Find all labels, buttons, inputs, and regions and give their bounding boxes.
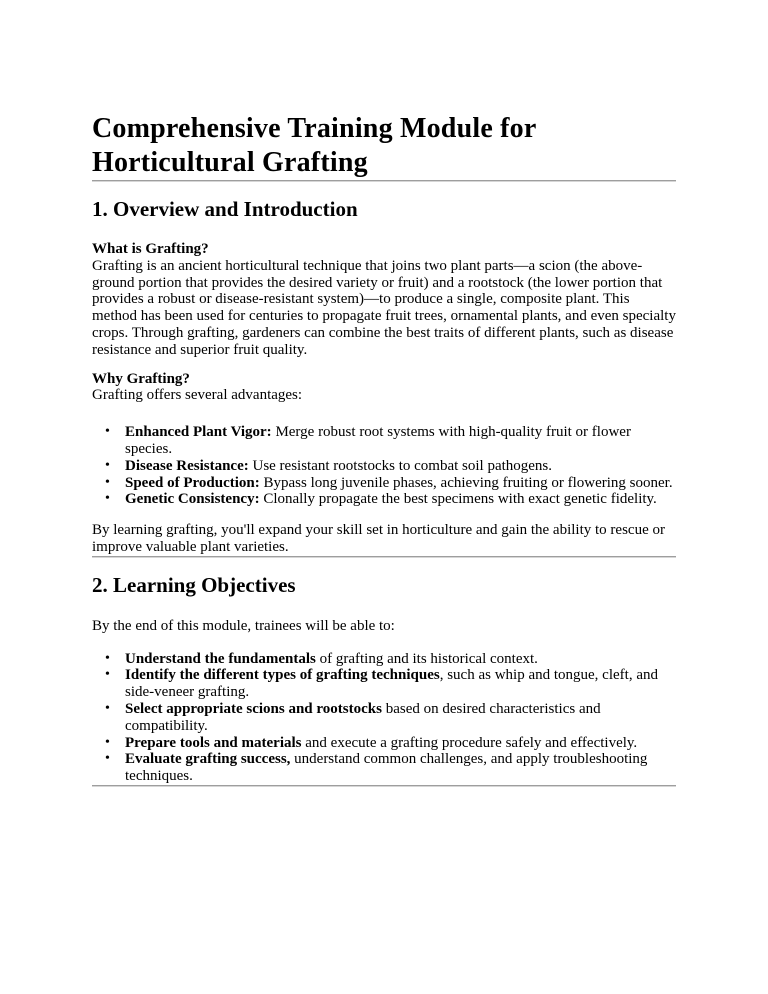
list-item-bold: Identify the different types of grafting techniques bbox=[125, 667, 440, 684]
list-item-bold: Speed of Production: bbox=[125, 474, 260, 491]
list-item-bold: Genetic Consistency: bbox=[125, 491, 260, 508]
list-item bbox=[92, 458, 676, 475]
list-item-bold: Select appropriate scions and rootstocks bbox=[125, 701, 382, 718]
list-item bbox=[92, 735, 676, 752]
bullet-icon: • bbox=[105, 491, 110, 507]
objectives-list bbox=[92, 651, 676, 785]
list-item-text: Use resistant rootstocks to combat soil pathogens. bbox=[248, 457, 553, 474]
bullet-icon: • bbox=[105, 734, 110, 750]
advantages-list bbox=[92, 424, 676, 508]
list-item-text: Bypass long juvenile phases, achieving fruiting or flowering sooner. bbox=[259, 474, 673, 491]
list-item bbox=[92, 751, 676, 785]
bullet-icon: • bbox=[105, 457, 110, 473]
list-item-text: and execute a grafting procedure safely and effectively. bbox=[301, 734, 638, 751]
list-item bbox=[92, 701, 676, 735]
paragraph-why-grafting bbox=[92, 371, 676, 405]
paragraph-what-is-grafting bbox=[92, 241, 676, 359]
paragraph-body-text: Grafting is an ancient horticultural technique that joins two plant parts—a scion (the above-ground portion that provides the desired variety or fruit) and a rootstock (the lower portion that provides a robust or disease-resistant system)—to produce a single, composite plant. This method has been used for centuries to propagate fruit trees, ornamental plants, and even specialty crops. Through grafting, gardeners can combine the best traits of different plants, such as disease resistance and superior fruit quality. bbox=[92, 257, 676, 358]
list-item-text: based on desired characteristics and compatibility. bbox=[125, 701, 601, 734]
document-title: Comprehensive Training Module for Horticultural Grafting bbox=[92, 113, 536, 178]
list-item bbox=[92, 424, 676, 458]
list-item bbox=[92, 475, 676, 492]
bullet-icon: • bbox=[105, 667, 110, 683]
paragraph-lead-bold: Why Grafting? bbox=[92, 370, 190, 387]
bullet-icon: • bbox=[105, 650, 110, 666]
list-item-bold: Understand the fundamentals bbox=[125, 650, 316, 667]
paragraph-body-text: Grafting offers several advantages: bbox=[92, 387, 303, 404]
bullet-icon: • bbox=[105, 701, 110, 717]
list-item bbox=[92, 667, 676, 701]
horizontal-rule bbox=[92, 785, 676, 787]
bullet-icon: • bbox=[105, 751, 110, 767]
list-item-bold: Prepare tools and materials bbox=[125, 734, 302, 751]
paragraph-objectives-intro: By the end of this module, trainees will be able to: bbox=[92, 617, 395, 634]
horizontal-rule bbox=[92, 556, 676, 558]
bullet-icon: • bbox=[105, 424, 110, 440]
section-heading-overview: 1. Overview and Introduction bbox=[92, 196, 358, 221]
list-item bbox=[92, 651, 676, 668]
list-item-text: , such as whip and tongue, cleft, and side-veneer grafting. bbox=[125, 667, 658, 701]
list-item-text: Clonally propagate the best specimens with exact genetic fidelity. bbox=[259, 491, 657, 508]
paragraph-lead-bold: What is Grafting? bbox=[92, 240, 209, 257]
paragraph-closing: By learning grafting, you'll expand your skill set in horticulture and gain the ability to rescue or improve valuable plant varieties. bbox=[92, 522, 665, 555]
list-item-text: understand common challenges, and apply troubleshooting techniques. bbox=[125, 751, 648, 785]
list-item-bold: Enhanced Plant Vigor: bbox=[125, 424, 272, 441]
section-heading-objectives: 2. Learning Objectives bbox=[92, 572, 296, 597]
list-item-bold: Evaluate grafting success, bbox=[125, 751, 291, 768]
list-item bbox=[92, 491, 676, 508]
list-item-text: of grafting and its historical context. bbox=[315, 650, 538, 667]
bullet-icon: • bbox=[105, 474, 110, 490]
list-item-bold: Disease Resistance: bbox=[125, 457, 249, 474]
list-item-text: Merge robust root systems with high-quality fruit or flower species. bbox=[125, 424, 631, 457]
horizontal-rule bbox=[92, 180, 676, 182]
